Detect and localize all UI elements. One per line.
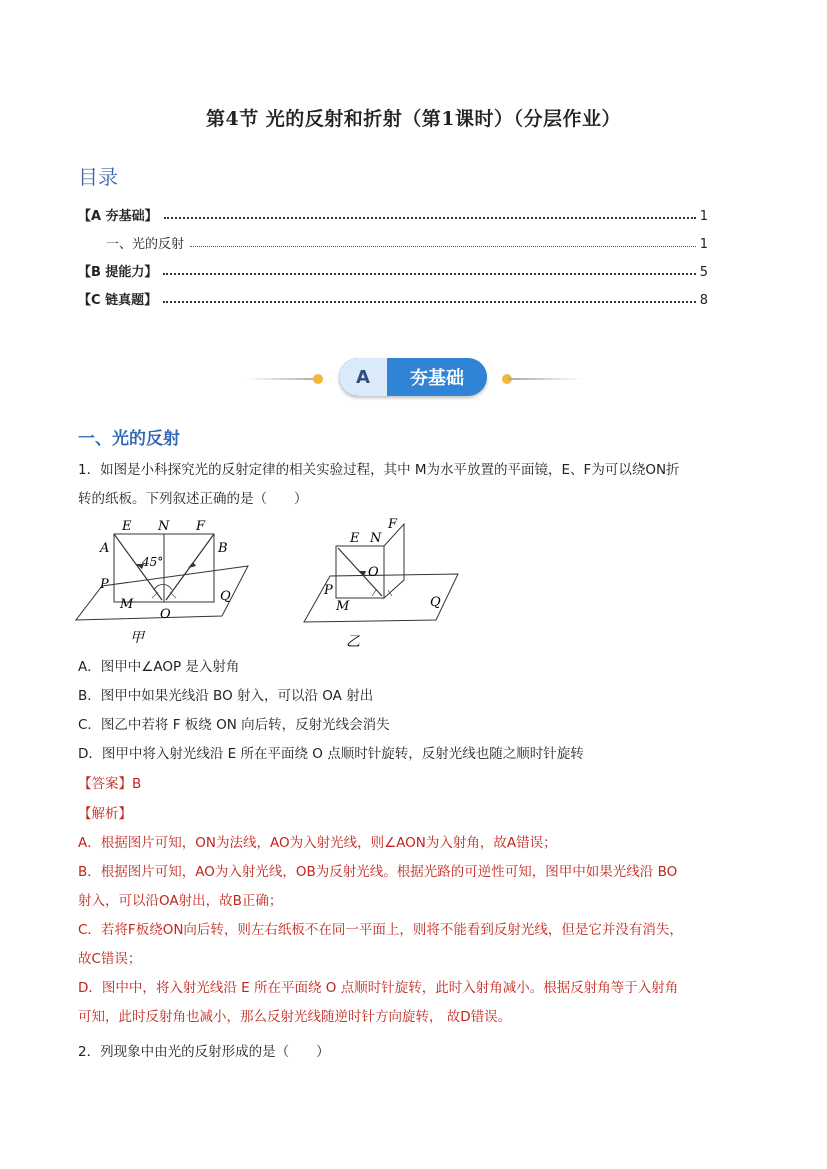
analysis-line: A．根据图片可知，ON为法线，AO为入射光线，则∠AON为入射角，故A错误； [78, 835, 557, 851]
answer-label: 【答案】 [78, 776, 132, 792]
label-P: P [324, 583, 333, 598]
label-M: M [120, 597, 134, 612]
toc-entry-label: 【C 链真题】 [78, 293, 158, 308]
option-c: C．图乙中若将 F 板绕 ON 向后转，反射光线会消失 [78, 717, 390, 733]
label-A: A [100, 541, 110, 556]
page-title: 第4节 光的反射和折射（第1课时）（分层作业） [205, 108, 622, 130]
toc-entry-label: 【A 夯基础】 [78, 209, 158, 224]
toc-entry-label: 一、光的反射 [106, 237, 185, 252]
toc-entry-label: 【B 提能力】 [78, 265, 158, 280]
option-b: B．图甲中如果光线沿 BO 射入，可以沿 OA 射出 [78, 688, 374, 704]
toc-leader [163, 301, 696, 303]
label-Q: Q [220, 589, 231, 604]
figure-jia [72, 516, 252, 651]
figure-yi [300, 516, 465, 656]
option-d: D．图甲中将入射光线沿 E 所在平面绕 O 点顺时针旋转，反射光线也随之顺时针旋转 [78, 746, 584, 762]
label-Q: Q [430, 595, 441, 610]
label-O: O [160, 607, 171, 622]
analysis-label: 【解析】 [78, 806, 132, 822]
reflected-arrow [188, 562, 196, 568]
hatch [152, 592, 158, 598]
toc-entry-b[interactable] [78, 258, 708, 280]
caption-yi: 乙 [346, 634, 360, 650]
banner-line-right [508, 378, 583, 380]
angle-arc [154, 584, 172, 590]
answer-line [78, 770, 750, 799]
label-N: N [158, 519, 170, 534]
toc-leader [164, 217, 696, 219]
banner-dot-left [313, 374, 323, 384]
label-N: N [370, 531, 382, 546]
banner-line-left [245, 378, 320, 380]
analysis-line: 故C错误； [78, 951, 142, 967]
section-heading: 一、光的反射 [78, 429, 180, 449]
question-1-stem-line: 1．如图是小科探究光的反射定律的相关实验过程，其中 M为水平放置的平面镜，E、F为可以绕ON折 [78, 462, 680, 478]
banner-letter: A [339, 358, 387, 396]
toc-leader [163, 273, 695, 275]
question-1-options [78, 653, 750, 769]
toc-entry-page: 1 [699, 209, 708, 224]
analysis-line: 射入，可以沿OA射出，故B正确； [78, 893, 283, 909]
question-2-stem: 2．列现象中由光的反射形成的是（ ） [78, 1044, 330, 1060]
analysis-line: C．若将F板绕ON向后转，则左右纸板不在同一平面上，则将不能看到反射光线，但是它并没有消失， [78, 922, 683, 938]
toc-entry-page: 1 [699, 237, 708, 252]
label-E: E [122, 519, 132, 534]
question-1-stem-line: 转的纸板。下列叙述正确的是（ ） [78, 491, 308, 507]
toc-entry-reflection[interactable] [78, 230, 708, 252]
question-1-stem [78, 456, 750, 514]
toc-entry-page: 8 [699, 293, 708, 308]
toc-entry-page: 5 [699, 265, 708, 280]
label-F: F [196, 519, 206, 534]
label-angle: 45° [142, 555, 164, 569]
label-E: E [350, 531, 360, 546]
toc-heading: 目录 [78, 165, 118, 189]
analysis-block [78, 800, 750, 1032]
analysis-line: D．图中中，将入射光线沿 E 所在平面绕 O 点顺时针旋转，此时入射角减小。根据反射角等于入射角 [78, 980, 679, 996]
option-a: A．图甲中∠AOP 是入射角 [78, 659, 240, 675]
analysis-line: 可知，此时反射角也减小，那么反射光线随逆时针方向旋转， 故D错误。 [78, 1009, 512, 1025]
label-F: F [388, 517, 398, 532]
hatch [372, 590, 376, 596]
hatch [170, 592, 176, 598]
banner-text: 夯基础 [410, 368, 464, 389]
label-M: M [336, 599, 350, 614]
label-P: P [100, 577, 109, 592]
toc-leader [190, 246, 696, 247]
label-B: B [218, 541, 228, 556]
label-O: O [368, 565, 379, 580]
board-f [384, 524, 404, 598]
answer-value: B [132, 776, 142, 792]
analysis-line: B．根据图片可知，AO为入射光线，OB为反射光线。根据光路的可逆性可知，图甲中如果光线沿 BO [78, 864, 678, 880]
section-banner [339, 358, 487, 396]
toc-entry-a[interactable] [78, 202, 708, 224]
caption-jia: 甲 [130, 630, 144, 646]
toc-entry-c[interactable] [78, 286, 708, 308]
